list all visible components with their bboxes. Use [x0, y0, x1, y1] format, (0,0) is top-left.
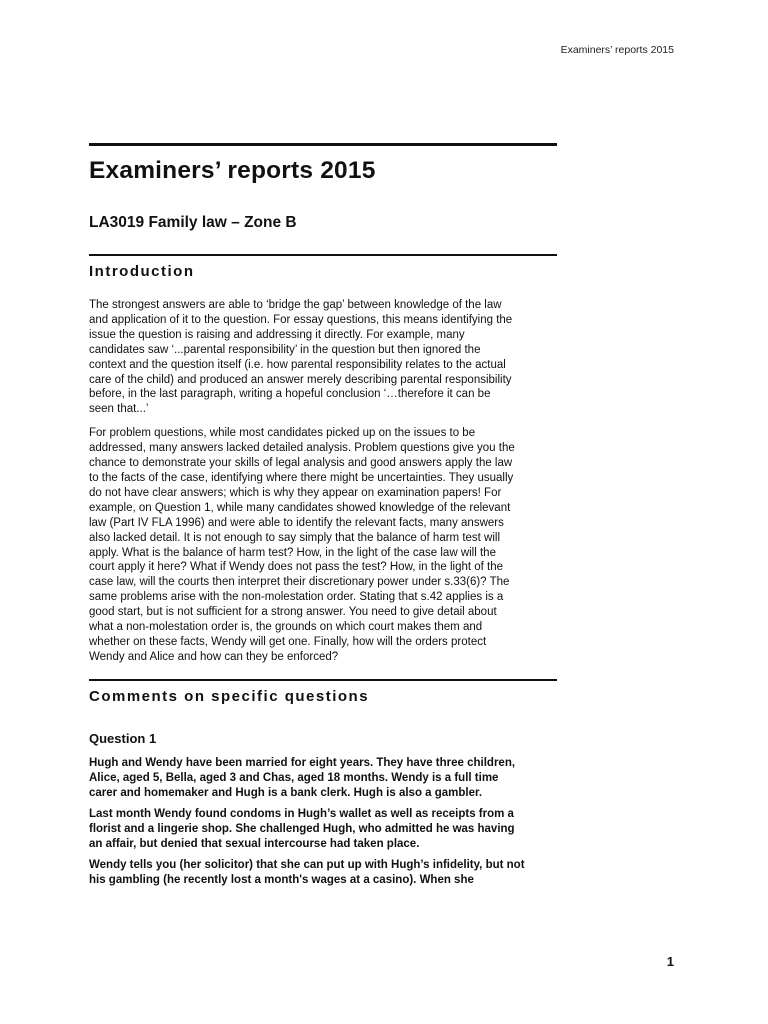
text-line: candidates saw ‘...parental responsibility’ in the question but then ignored the — [89, 343, 481, 356]
text-line: Hugh and Wendy have been married for eight years. They have three children, — [89, 756, 516, 769]
text-line: florist and a lingerie shop. She challenged Hugh, who admitted he was having — [89, 822, 515, 835]
text-line: whether on these facts, Wendy will get one. Finally, how will the orders protect — [89, 635, 487, 648]
question-paragraph-3 — [89, 858, 557, 888]
text-line: what a non-molestation order is, the grounds on which court makes them and — [89, 621, 483, 634]
text-line: For problem questions, while most candidates picked up on the issues to be — [89, 427, 476, 440]
running-header: Examiners’ reports 2015 — [560, 44, 674, 56]
section-rule — [89, 679, 557, 681]
text-line: context and the question itself (i.e. how parental responsibility relates to the actual — [89, 358, 506, 371]
intro-paragraph-1 — [89, 298, 557, 417]
introduction-heading: Introduction — [89, 263, 195, 280]
text-line: good start, but is not sufficient for a strong answer. You need to give detail about — [89, 606, 497, 619]
text-line: same problems arise with the non-molestation order. Stating that s.42 applies is a — [89, 591, 504, 604]
text-line: care of the child) and produced an answer merely describing parental responsibility — [89, 373, 512, 386]
text-line: The strongest answers are able to ‘bridge the gap’ between knowledge of the law — [89, 299, 502, 311]
title-top-rule — [89, 143, 557, 146]
text-line: do not have clear answers; which is why they appear on examination papers! For — [89, 486, 502, 499]
text-line: Wendy tells you (her solicitor) that she can put up with Hugh’s infidelity, but not — [89, 858, 525, 871]
text-line: Alice, aged 5, Bella, aged 3 and Chas, aged 18 months. Wendy is a full time — [89, 771, 499, 784]
text-line: issue the question is raising and addressing it directly. For example, many — [89, 328, 465, 341]
text-line: Last month Wendy found condoms in Hugh’s wallet as well as receipts from a — [89, 807, 514, 820]
question-paragraph-1 — [89, 756, 557, 801]
text-line: and application of it to the question. For essay questions, this means identifying the — [89, 313, 513, 326]
text-line: seen that...’ — [89, 403, 149, 416]
text-line: an affair, but denied that sexual intercourse had taken place. — [89, 837, 420, 850]
text-line: addressed, many answers lacked detailed analysis. Problem questions give you the — [89, 442, 515, 455]
comments-heading: Comments on specific questions — [89, 687, 370, 705]
page-title: Examiners’ reports 2015 — [89, 157, 376, 184]
text-line: chance to demonstrate your skills of legal analysis and good answers apply the law — [89, 457, 513, 470]
question-label: Question 1 — [89, 730, 157, 746]
text-line: case law, will the courts then interpret their discretionary power under s.33(6)? The — [89, 576, 510, 589]
section-rule — [89, 254, 557, 256]
text-line: also lacked detail. It is not enough to say simply that the balance of harm test will — [89, 531, 501, 544]
text-line: carer and homemaker and Hugh is a bank clerk. Hugh is also a gambler. — [89, 786, 483, 799]
text-line: law (Part IV FLA 1996) and were able to identify the relevant facts, many answers — [89, 516, 504, 529]
text-line: apply. What is the balance of harm test? How, in the light of the case law will the — [89, 546, 496, 559]
text-line: to the facts of the case, identifying where there might be uncertainties. They usually — [89, 471, 514, 484]
text-line: court apply it here? What if Wendy does not pass the test? How, in the light of the — [89, 561, 504, 574]
page-subtitle: LA3019 Family law – Zone B — [89, 214, 297, 231]
text-line: example, on Question 1, while many candidates showed knowledge of the relevant — [89, 501, 511, 514]
question-paragraph-2 — [89, 807, 557, 852]
page-content — [89, 143, 557, 888]
text-line: his gambling (he recently lost a month's wages at a casino). When she — [89, 873, 474, 886]
intro-paragraph-2 — [89, 426, 557, 665]
text-line: Wendy and Alice and how can they be enforced? — [89, 650, 339, 663]
page-number: 1 — [666, 954, 674, 969]
text-line: before, in the last paragraph, writing a hopeful conclusion ‘…therefore it can be — [89, 388, 491, 401]
